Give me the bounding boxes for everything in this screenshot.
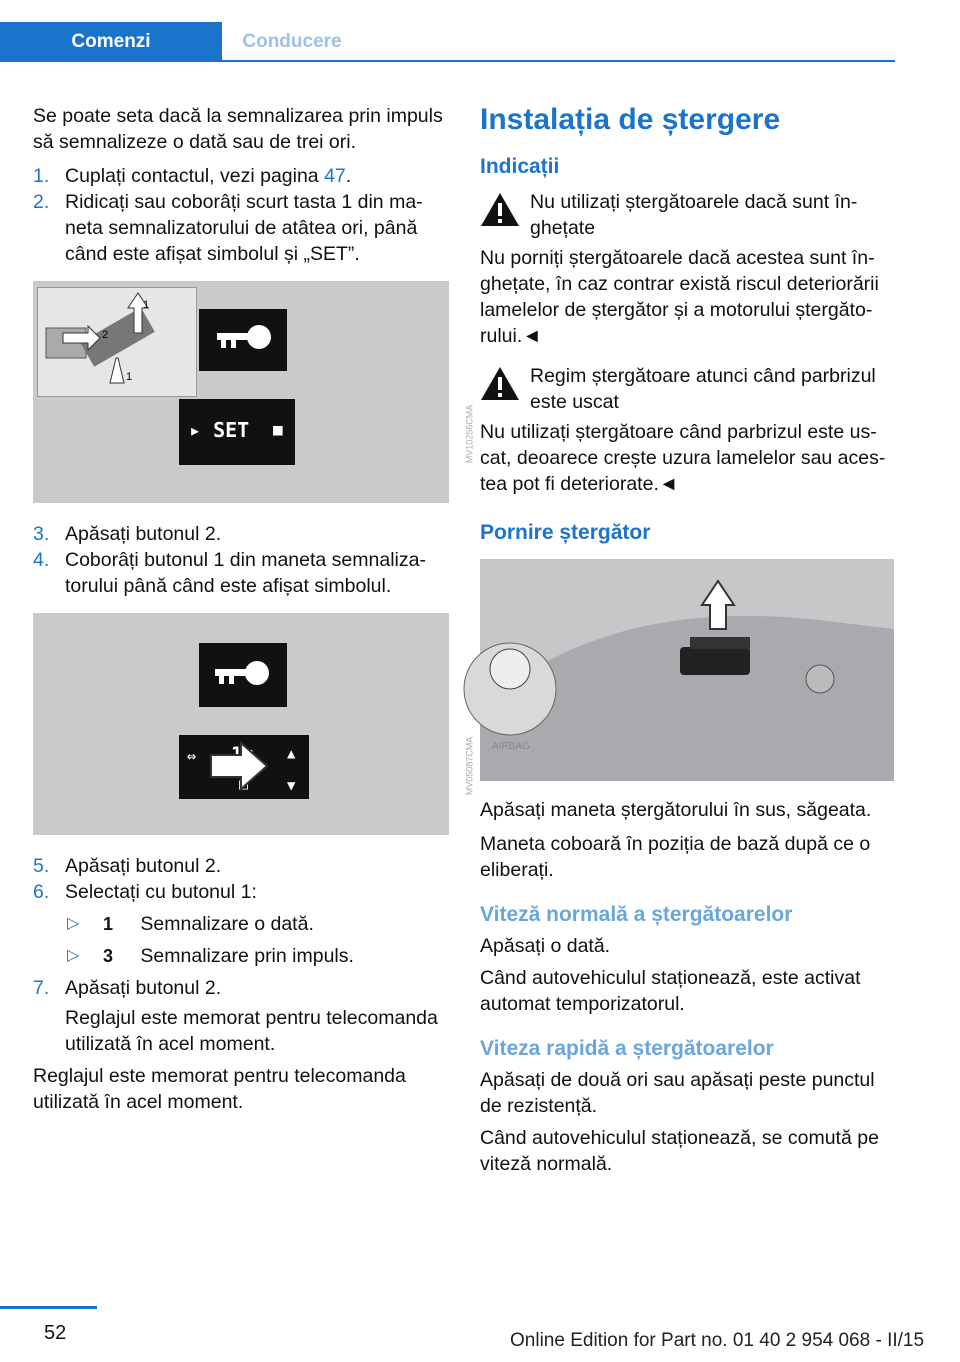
warning-dry [480, 363, 894, 415]
step-text: Apăsați butonul 2. [65, 977, 222, 999]
step-number: 2. [33, 191, 50, 213]
figure-turn-signal-set [33, 281, 475, 503]
stalk-inset [37, 287, 197, 397]
section-title: Instalația de ștergere [480, 103, 781, 136]
footer-rule [0, 1306, 97, 1309]
step-number: 4. [33, 549, 50, 571]
indicatii-heading: Indicații [480, 155, 560, 178]
figure-wiper-stalk [480, 559, 894, 781]
step-text: Apăsați butonul 2. [65, 855, 222, 877]
key-symbol-display [199, 309, 287, 371]
normala-p2: Când autovehiculul staționează, este activat automat temporizatorul. [480, 967, 861, 1015]
warning-body: Nu utilizați ștergătoare când parbrizul este us‐cat, deoarece crește uzura lamelelor sau aces‐tea pot fi deteriorate.◄ [480, 421, 886, 495]
pornire-p2: Maneta coboară în poziția de bază după ce o eliberați. [480, 833, 871, 881]
intro-paragraph: Se poate seta dacă la semnalizarea prin impuls să semnalizeze o dată sau de trei ori. [33, 105, 443, 153]
page-link[interactable]: 47 [324, 165, 346, 187]
key-icon [199, 309, 287, 371]
left-column [33, 103, 475, 1115]
airbag-label: AIRBAG [492, 741, 530, 752]
label-1-bottom: 1 [126, 371, 133, 383]
key-symbol-display-2 [199, 643, 287, 707]
step-number: 7. [33, 977, 50, 999]
warning-title: Nu utilizați ștergătoarele dacă sunt în‐ghețate [530, 191, 858, 239]
list-item [33, 163, 451, 189]
step-number: 1. [33, 165, 50, 187]
figure-code: MV10256CMA [464, 404, 475, 464]
list-item [33, 189, 451, 267]
tab-comenzi[interactable]: Comenzi [0, 22, 222, 62]
signal-count-glyph: 1 [103, 914, 114, 934]
normala-p1: Apăsați o dată. [480, 935, 611, 957]
closing-paragraph: Reglajul este memorat pentru telecomanda utilizată în acel moment. [33, 1065, 406, 1113]
step-number: 3. [33, 523, 50, 545]
step-text: Ridicați sau coborâți scurt tasta 1 din ma‐neta semnalizatorului de atâtea ori, până când este afișat simbolul și „SET”. [65, 191, 423, 265]
figure-signal-mode-display [33, 613, 475, 835]
list-item [33, 547, 451, 599]
key-icon [199, 643, 287, 707]
pointer-arrow-icon [209, 741, 269, 791]
list-item [33, 879, 451, 905]
warning-body: Nu porniți ștergătoarele dacă acestea sunt în‐ghețate, în caz contrar există riscul deteriorării lamelelor de ștergător și a motorului ștergăto‐rului.◄ [480, 247, 879, 347]
step-text: Selectați cu butonul 1: [65, 881, 257, 903]
down-triangle-icon: ▼ [287, 778, 296, 794]
warning-triangle-icon [480, 191, 520, 227]
page-number: 52 [44, 1322, 67, 1344]
pornire-heading: Pornire ștergător [480, 521, 651, 544]
warning-frozen [480, 189, 894, 241]
lock-icon: ■ [273, 420, 283, 439]
steps-list-a [33, 163, 451, 267]
warning-title: Regim ștergătoare atunci când parbrizul este uscat [530, 365, 876, 413]
turn-signal-stalk-icon [38, 288, 196, 396]
rapida-heading: Viteza rapidă a ștergătoarelor [480, 1037, 774, 1060]
option-item [33, 911, 451, 937]
label-2: 2 [102, 329, 109, 341]
warning-triangle-icon [480, 365, 520, 401]
right-column [480, 101, 894, 1177]
option-text: Semnalizare prin impuls. [140, 945, 354, 967]
label-1-top: 1 [143, 299, 150, 311]
step-note: Reglajul este memorat pentru telecomanda utilizată în acel moment. [65, 1007, 438, 1055]
tab-conducere[interactable]: Conducere [242, 31, 342, 52]
option-text: Semnalizare o dată. [140, 913, 314, 935]
list-item [33, 521, 451, 547]
step-text: Cuplați contactul, vezi pagina [65, 165, 325, 187]
edition-footer: Online Edition for Part no. 01 40 2 954 068 - II/15 [510, 1330, 925, 1351]
pornire-p1: Apăsați maneta ștergătorului în sus, săgeata. [480, 799, 872, 821]
steps-list-b [33, 521, 451, 599]
eject-icon: ▲ [287, 746, 296, 762]
steps-list-c [33, 853, 451, 1057]
step-text: Apăsați butonul 2. [65, 523, 222, 545]
arrows-icon: ⇔ [187, 747, 197, 765]
steering-wheel-wiper-illustration [480, 559, 894, 781]
step-number: 6. [33, 881, 50, 903]
set-text: ▸ SET [189, 418, 250, 442]
set-display [179, 399, 295, 465]
tab-underline [0, 60, 895, 62]
rapida-p2: Când autovehiculul staționează, se comută pe viteză normală. [480, 1127, 879, 1175]
signal-count-glyph: 3 [103, 946, 114, 966]
step-text: Coborâți butonul 1 din maneta semnaliza‐torului până când este afișat simbolul. [65, 549, 426, 597]
figure-code: MV05087CMA [464, 736, 475, 796]
triangle-bullet-icon: ▷ [67, 915, 80, 932]
list-item [33, 853, 451, 879]
normala-heading: Viteză normală a ștergătoarelor [480, 903, 793, 926]
section-tabs [0, 22, 895, 62]
triangle-bullet-icon: ▷ [67, 947, 80, 964]
option-item [33, 943, 451, 969]
list-item [33, 975, 451, 1057]
rapida-p1: Apăsați de două ori sau apăsați peste punctul de rezistență. [480, 1069, 875, 1117]
step-text-end: . [345, 165, 352, 187]
step-number: 5. [33, 855, 50, 877]
